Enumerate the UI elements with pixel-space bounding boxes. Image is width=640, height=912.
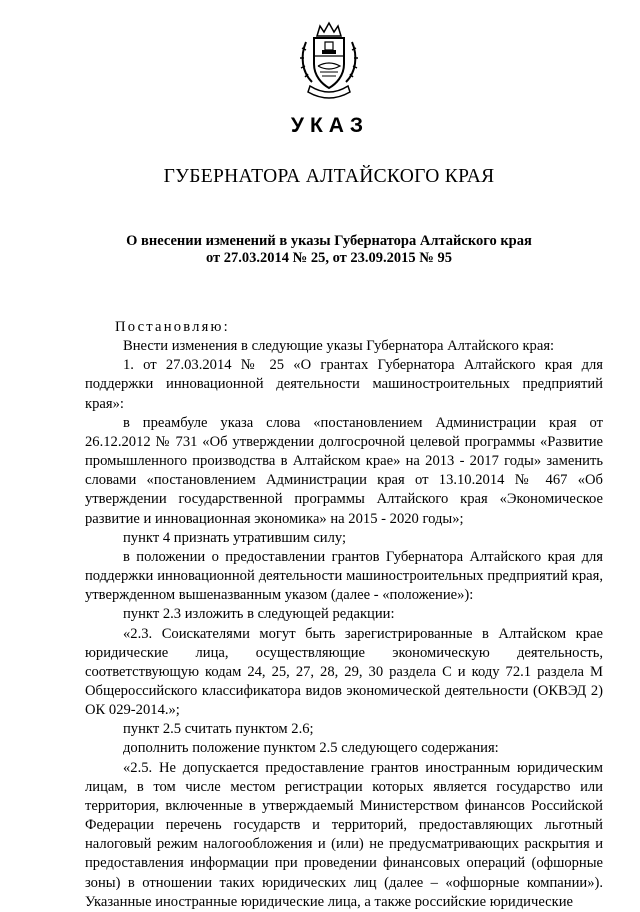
paragraph-10: «2.5. Не допускается предоставление грантов иностранным юридическим лицам, в том числе местом регистрации которых является государство или территория, включенные в утверждаемый Министерством финансов Российской Федерации перечень государств и территорий, предоставляющих льготный налоговый режим налогообложения и (или) не предусматривающих раскрытия и предоставления информации при проведении финансовых операций (офшорные зоны) в отношении таких юридических лиц (далее – «офшорные компании»). Указанные иностранные юридические лица, а также российские юридические — [85, 759, 603, 910]
paragraph-7: «2.3. Соискателями могут быть зарегистрированные в Алтайском крае юридические лица, осуществляющие экономическую деятельность, соответствующую кодам 24, 25, 27, 28, 29, 30 раздела С и коду 72.1 раздела М Общероссийского классификатора видов экономической деятельности (ОКВЭД 2) ОК 029-2014.»; — [85, 625, 603, 719]
subject-line-1: О внесении изменений в указы Губернатора Алтайского края — [126, 233, 532, 249]
issuer-heading: ГУБЕРНАТОРА АЛТАЙСКОГО КРАЯ — [163, 166, 495, 187]
paragraph-2: 1. от 27.03.2014 № 25 «О грантах Губернатора Алтайского края для поддержки инновационной деятельности машиностроительных предприятий края»: — [85, 357, 603, 412]
document-title: УКАЗ — [290, 114, 370, 137]
preamble-decree: Постановляю: — [115, 319, 230, 335]
paragraph-1: Внести изменения в следующие указы Губернатора Алтайского края: — [123, 338, 555, 355]
subject-line-2: от 27.03.2014 № 25, от 23.09.2015 № 95 — [205, 250, 452, 266]
paragraph-3: в преамбуле указа слова «постановлением Администрации края от 26.12.2012 № 731 «Об утверждении долгосрочной целевой программы «Развитие промышленного производства в Алтайском крае» на 2013 - 2017 годы» заменить словами «постановлением Администрации края от 13.10.2014 № 467 «Об утверждении государственной программы Алтайского края «Экономическое развитие и инновационная экономика» на 2015 - 2020 годы»; — [85, 414, 603, 527]
paragraph-9: дополнить положение пунктом 2.5 следующего содержания: — [123, 740, 499, 757]
paragraph-5: в положении о предоставлении грантов Губернатора Алтайского края для поддержки инновационной деятельности машиностроительных предприятий края, утвержденном вышеназванным указом (далее - «положение»): — [85, 548, 603, 604]
document-subject — [0, 233, 640, 267]
document-body — [85, 318, 603, 912]
paragraph-4: пункт 4 признать утратившим силу; — [123, 529, 347, 546]
paragraph-6: пункт 2.3 изложить в следующей редакции: — [123, 606, 395, 623]
coat-of-arms-icon — [298, 20, 360, 102]
paragraph-8: пункт 2.5 считать пунктом 2.6; — [123, 721, 314, 738]
